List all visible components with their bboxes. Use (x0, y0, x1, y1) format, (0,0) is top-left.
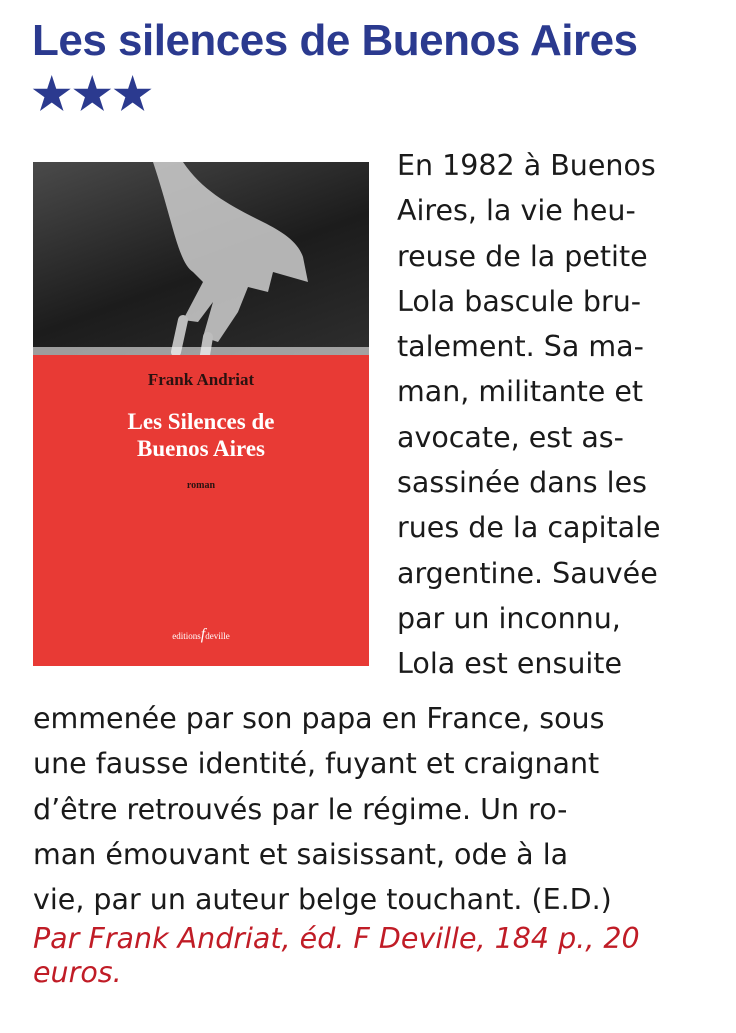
book-cover (33, 162, 369, 666)
body-line: emmenée par son papa en France, sous (33, 702, 605, 735)
body-line: En 1982 à Buenos (397, 149, 656, 182)
cover-publisher (33, 626, 369, 644)
body-line: Aires, la vie heu- (397, 194, 636, 228)
body-line: Lola est ensuite (397, 647, 623, 681)
cover-title-line: Buenos Aires (136, 436, 266, 461)
body-line: par un inconnu, (397, 601, 621, 635)
title-text: Les silences de Buenos Aires (32, 16, 638, 65)
publisher-prefix: editions (172, 631, 201, 641)
body-line: avocate, est as- (397, 420, 624, 454)
body-line: talement. Sa ma- (397, 330, 644, 364)
body-text-full (33, 696, 733, 922)
body-line: une fausse identité, fuyant et craignant (33, 747, 600, 781)
body-line: argentine. Sauvée (397, 556, 658, 590)
body-line: Lola bascule bru- (397, 284, 642, 318)
article-title (32, 14, 722, 122)
publisher-mark: f (200, 626, 206, 643)
body-line: man émouvant et saisissant, ode à la (33, 837, 569, 871)
cover-red-panel (33, 355, 369, 666)
cover-photo (33, 162, 369, 355)
cover-title (33, 408, 369, 462)
body-line: vie, par un auteur belge touchant. (E.D.) (33, 883, 612, 917)
body-line: reuse de la petite (397, 239, 648, 273)
body-line: man, militante et (397, 375, 644, 409)
body-line: d’être retrouvés par le régime. Un ro- (33, 792, 568, 826)
cover-genre: roman (186, 480, 216, 491)
publisher-name: deville (205, 631, 230, 641)
cover-author: Frank Andriat (147, 370, 255, 389)
body-line: sassinée dans les (397, 466, 647, 500)
body-line: rues de la capitale (397, 511, 661, 545)
rating-stars: ★★★ (32, 70, 154, 119)
hand-illustration (33, 162, 369, 355)
book-credit: Par Frank Andriat, éd. F Deville, 184 p., 20 euros. (33, 922, 640, 989)
cover-title-line: Les Silences de (127, 409, 275, 434)
body-text-column (397, 143, 727, 687)
